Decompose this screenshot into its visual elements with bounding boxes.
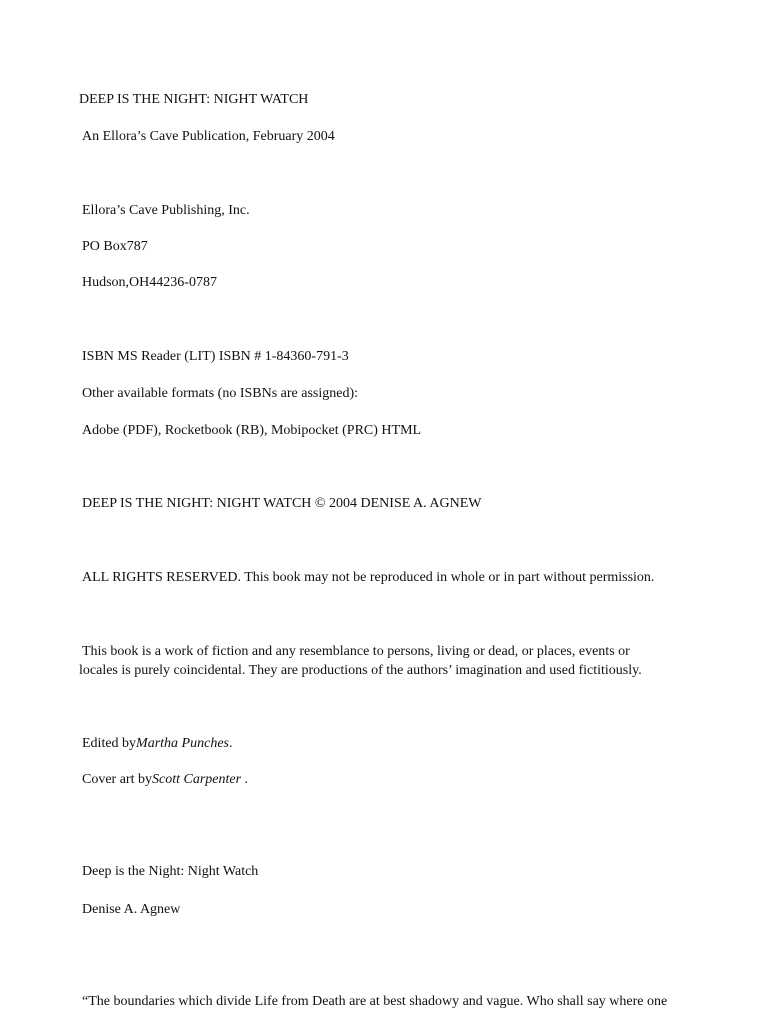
editor-prefix: Edited by [82, 736, 137, 751]
epigraph-text: “The boundaries which divide Life from Death are at best shadowy and vague. Who shall say where one [82, 994, 668, 1009]
publisher-po-box: PO Box787 [82, 239, 148, 254]
editor-suffix: . [228, 736, 233, 751]
fiction-notice-line-1: This book is a work of fiction and any resemblance to persons, living or dead, or places, events or [82, 644, 630, 659]
book-title: Deep is the Night: Night Watch [82, 864, 259, 879]
cover-art-suffix: . [241, 772, 249, 787]
document-title-line: DEEP IS THE NIGHT: NIGHT WATCH [79, 92, 309, 107]
publisher-name: Ellora’s Cave Publishing, Inc. [82, 203, 250, 218]
copyright-line: DEEP IS THE NIGHT: NIGHT WATCH © 2004 DENISE A. AGNEW [82, 496, 482, 511]
fiction-notice-line-2: locales is purely coincidental. They are productions of the authors’ imagination and used fictitiously. [79, 663, 642, 678]
formats-list: Adobe (PDF), Rocketbook (RB), Mobipocket (PRC) HTML [82, 423, 422, 438]
cover-art-prefix: Cover art by [82, 772, 152, 787]
publisher-city: Hudson,OH44236-0787 [82, 275, 217, 290]
editor-name: Martha Punches [136, 736, 229, 751]
rights-line: ALL RIGHTS RESERVED. This book may not be reproduced in whole or in part without permission. [82, 570, 655, 585]
cover-artist-name: Scott Carpenter [151, 772, 242, 787]
formats-intro: Other available formats (no ISBNs are assigned): [82, 386, 359, 401]
cover-art-credit [82, 771, 248, 789]
isbn-line: ISBN MS Reader (LIT) ISBN # 1-84360-791-3 [82, 349, 349, 364]
publication-line: An Ellora’s Cave Publication, February 2004 [82, 129, 335, 144]
editor-credit [82, 735, 232, 753]
author-name: Denise A. Agnew [82, 902, 181, 917]
